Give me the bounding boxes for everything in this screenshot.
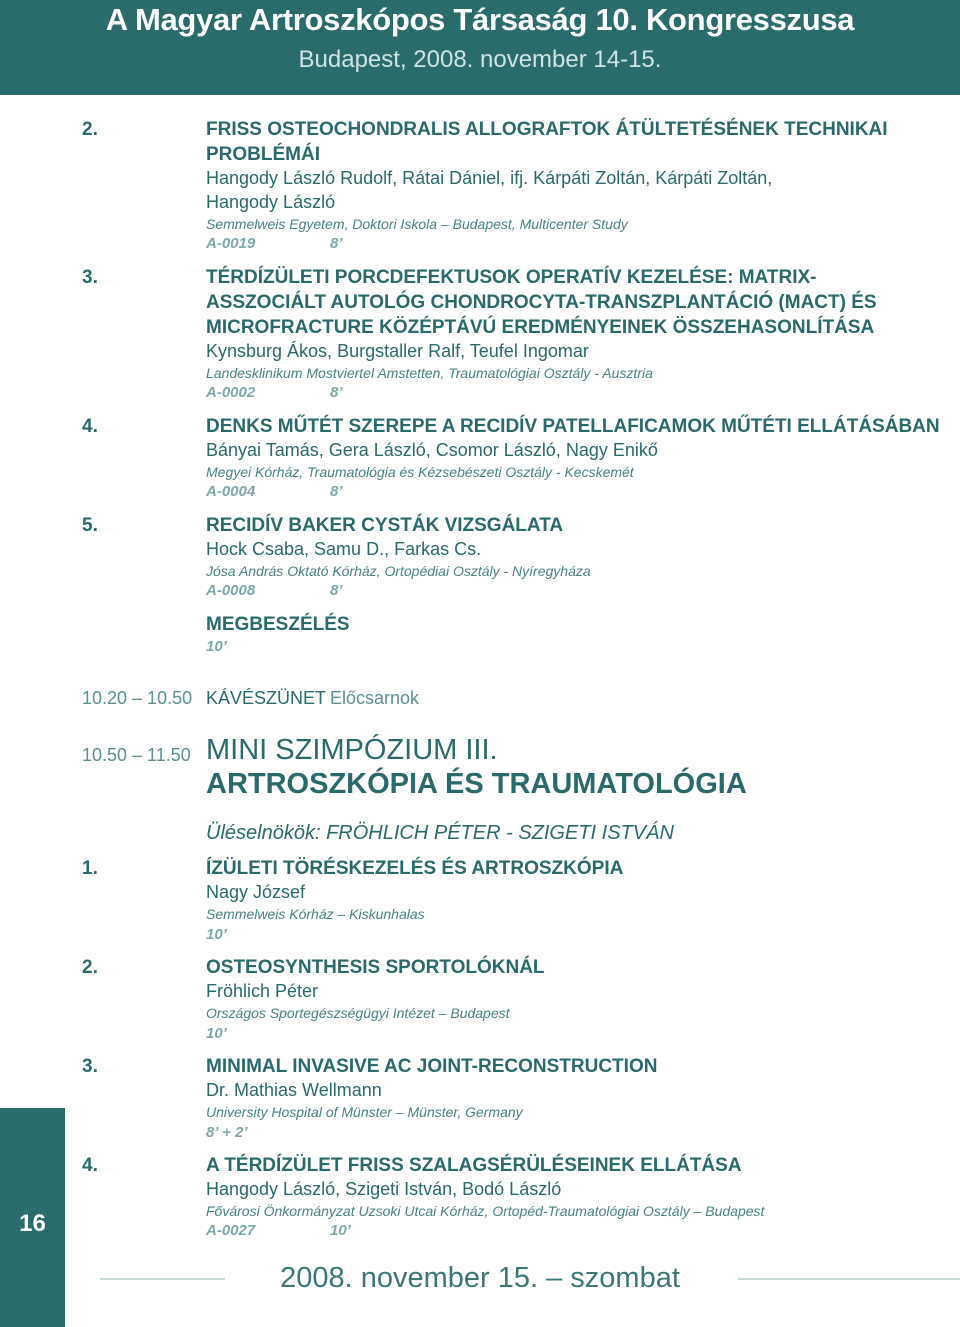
talk-duration: 8’: [330, 483, 343, 500]
talk-institution: Jósa András Oktató Kórház, Ortopédiai Osztály - Nyíregyháza: [206, 563, 591, 579]
talk-title: MINIMAL INVASIVE AC JOINT-RECONSTRUCTION: [206, 1056, 658, 1077]
conference-title: A Magyar Artroszkópos Társaság 10. Kongresszusa: [105, 2, 855, 37]
talk-authors: Kynsburg Ákos, Burgstaller Ralf, Teufel Ingomar: [206, 341, 589, 361]
talk-title: ASSZOCIÁLT AUTOLÓG CHONDROCYTA-TRANSZPLANTÁCIÓ (MACT) ÉS: [206, 292, 877, 313]
abstract-code: A-0008: [206, 582, 256, 599]
discussion-label: MEGBESZÉLÉS: [206, 614, 350, 635]
talk-duration: 10’: [206, 926, 227, 943]
talk-number: 5.: [82, 515, 98, 536]
talk-authors: Hangody László, Szigeti István, Bodó László: [206, 1179, 562, 1199]
talk-duration: 10’: [330, 1222, 351, 1239]
talk-title: TÉRDÍZÜLETI PORCDEFEKTUSOK OPERATÍV KEZELÉSE: MATRIX-: [206, 267, 817, 288]
break-label: KÁVÉSZÜNET: [206, 688, 327, 708]
talk-number: 3.: [82, 267, 98, 288]
talk-duration: 8’: [330, 582, 343, 599]
talk-institution: Semmelweis Kórház – Kiskunhalas: [206, 906, 425, 922]
talk-title: MICROFRACTURE KÖZÉPTÁVÚ EREDMÉNYEINEK ÖSSZEHASONLÍTÁSA: [206, 317, 875, 338]
talk-authors: Hock Csaba, Samu D., Farkas Cs.: [206, 539, 482, 559]
talk-number: 4.: [82, 416, 98, 437]
chairs-names: FRÖHLICH PÉTER - SZIGETI ISTVÁN: [326, 822, 674, 844]
talk-number: 2.: [82, 119, 98, 140]
discussion-duration: 10’: [206, 638, 227, 655]
talk-number: 1.: [82, 858, 98, 879]
talk-number: 4.: [82, 1155, 98, 1176]
chairs-label: Üléselnökök:: [206, 822, 321, 844]
chairs-line: [206, 822, 674, 845]
talk-title: PROBLÉMÁI: [206, 144, 320, 165]
talk-duration: 10’: [206, 1025, 227, 1042]
page-number: 16: [19, 1210, 46, 1237]
talk-authors: Nagy József: [206, 882, 306, 902]
talk-authors: Hangody László Rudolf, Rátai Dániel, ifj. Kárpáti Zoltán, Kárpáti Zoltán,: [206, 168, 773, 188]
symposium-title: MINI SZIMPÓZIUM III.: [206, 734, 498, 766]
talk-title: OSTEOSYNTHESIS SPORTOLÓKNÁL: [206, 957, 545, 978]
footer-date: 2008. november 15. – szombat: [280, 1262, 680, 1294]
talk-institution: Fővárosi Önkormányzat Uzsoki Utcai Kórház, Ortopéd-Traumatológiai Osztály – Budapest: [206, 1203, 765, 1219]
talk-institution: Megyei Kórház, Traumatológia és Kézsebészeti Osztály - Kecskemét: [206, 464, 634, 480]
abstract-code: A-0002: [206, 384, 256, 401]
symposium-subtitle: ARTROSZKÓPIA ÉS TRAUMATOLÓGIA: [206, 768, 747, 800]
talk-title: A TÉRDÍZÜLET FRISS SZALAGSÉRÜLÉSEINEK ELLÁTÁSA: [206, 1155, 742, 1176]
talk-authors: Hangody László: [206, 192, 336, 212]
talk-authors: Bányai Tamás, Gera László, Csomor László, Nagy Enikő: [206, 440, 658, 460]
abstract-code: A-0027: [206, 1222, 256, 1239]
talk-duration: 8’: [330, 384, 343, 401]
talk-title: ÍZÜLETI TÖRÉSKEZELÉS ÉS ARTROSZKÓPIA: [206, 858, 624, 879]
symposium-time: 10.50 – 11.50: [82, 745, 191, 765]
talk-duration: 8’ + 2’: [206, 1124, 248, 1141]
talk-duration: 8’: [330, 235, 343, 252]
page-header: [0, 0, 960, 95]
talk-authors: Fröhlich Péter: [206, 981, 319, 1001]
talk-authors: Dr. Mathias Wellmann: [206, 1080, 382, 1100]
abstract-code: A-0019: [206, 235, 256, 252]
conference-date-location: Budapest, 2008. november 14-15.: [298, 46, 662, 73]
talk-institution: Landesklinikum Mostviertel Amstetten, Traumatológiai Osztály - Ausztria: [206, 365, 653, 381]
talk-title: DENKS MŰTÉT SZEREPE A RECIDÍV PATELLAFICAMOK MŰTÉTI ELLÁTÁSÁBAN: [206, 416, 940, 437]
break-time: 10.20 – 10.50: [82, 688, 193, 708]
talk-number: 2.: [82, 957, 98, 978]
talk-institution: Semmelweis Egyetem, Doktori Iskola – Budapest, Multicenter Study: [206, 216, 628, 232]
talk-number: 3.: [82, 1056, 98, 1077]
talk-institution: Országos Sportegészségügyi Intézet – Budapest: [206, 1005, 510, 1021]
break-location: Előcsarnok: [330, 688, 420, 708]
talk-title: FRISS OSTEOCHONDRALIS ALLOGRAFTOK ÁTÜLTETÉSÉNEK TECHNIKAI: [206, 119, 888, 140]
abstract-code: A-0004: [206, 483, 256, 500]
talk-title: RECIDÍV BAKER CYSTÁK VIZSGÁLATA: [206, 515, 564, 536]
talk-institution: University Hospital of Münster – Münster, Germany: [206, 1104, 523, 1120]
